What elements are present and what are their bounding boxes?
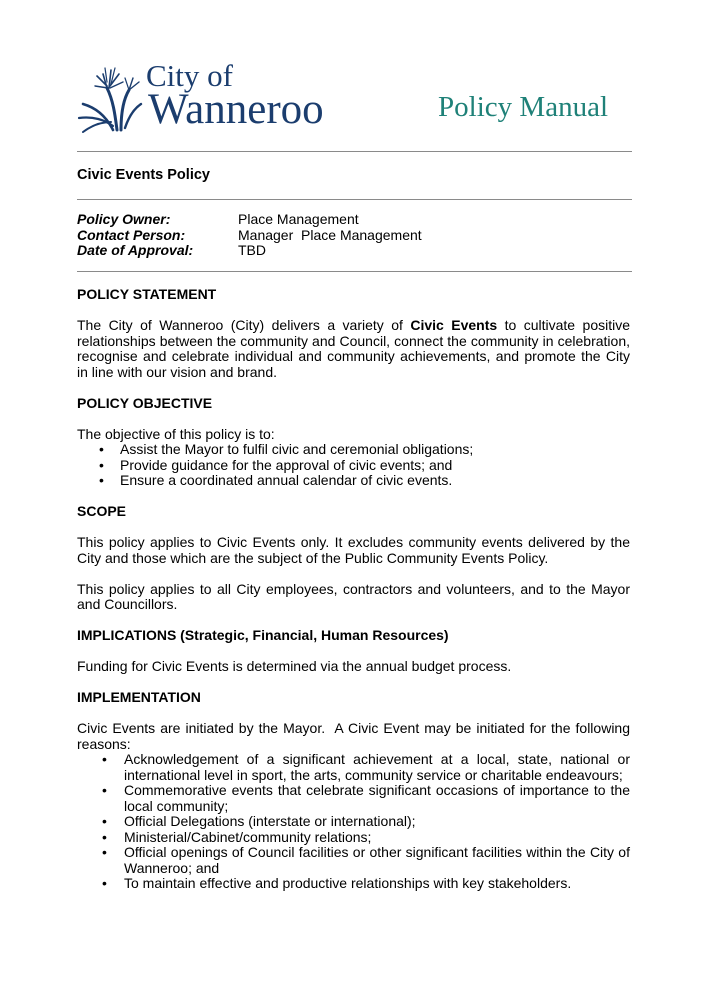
civic-events-bold: Civic Events xyxy=(410,317,498,333)
meta-divider xyxy=(77,271,632,272)
scope-paragraph-1: This policy applies to Civic Events only. It excludes community events delivered by the City and those which are the subject of the Public Community Events Policy. xyxy=(77,534,630,566)
meta-value: Place Management xyxy=(238,211,359,227)
section-heading-statement: POLICY STATEMENT xyxy=(77,286,217,302)
meta-label: Policy Owner: xyxy=(77,211,171,227)
meta-label: Date of Approval: xyxy=(77,242,194,258)
list-item: • Ensure a coordinated annual calendar of civic events. xyxy=(77,473,630,489)
implementation-list xyxy=(77,752,630,892)
meta-value: TBD xyxy=(238,242,266,258)
section-heading-scope: SCOPE xyxy=(77,503,127,519)
section-heading-implementation: IMPLEMENTATION xyxy=(77,689,201,705)
list-item: • Official openings of Council facilities or other significant facilities within the City of Wanneroo; and xyxy=(77,845,630,876)
meta-value: Manager Place Management xyxy=(238,226,422,243)
title-divider xyxy=(77,199,632,200)
section-heading-implications: IMPLICATIONS (Strategic, Financial, Human Resources) xyxy=(77,627,449,643)
policy-metadata xyxy=(77,212,422,259)
scope-paragraph-2: This policy applies to all City employees, contractors and volunteers, and to the Mayor and Councillors. xyxy=(77,580,630,612)
logo-wanneroo: Wanneroo xyxy=(148,86,324,133)
statement-paragraph xyxy=(77,318,630,380)
objective-intro: The objective of this policy is to: xyxy=(77,425,275,442)
implications-paragraph: Funding for Civic Events is determined via the annual budget process. xyxy=(77,658,512,674)
header-divider xyxy=(77,151,632,152)
document-title: Civic Events Policy xyxy=(77,167,210,183)
document-header xyxy=(77,58,632,140)
statement-text-end: to cultivate positive relationships between the community and Council, connect the community in celebration, recognise and celebrate individual and community achievements, and promote the City in line with our vision and brand. xyxy=(77,317,631,380)
meta-row-approval xyxy=(77,243,422,259)
meta-label: Contact Person: xyxy=(77,226,186,243)
grass-tree-logo-icon xyxy=(77,64,143,134)
statement-text-start: The City of Wanneroo (City) delivers a variety of xyxy=(77,317,411,333)
meta-row-owner xyxy=(77,212,422,228)
list-item: • Official Delegations (interstate or international); xyxy=(77,814,630,830)
objective-list xyxy=(77,442,630,489)
section-heading-objective: POLICY OBJECTIVE xyxy=(77,394,213,411)
policy-manual-title: Policy Manual xyxy=(438,91,608,123)
list-item: • Acknowledgement of a significant achievement at a local, state, national or international level in sport, the arts, community service or charitable endeavours; xyxy=(77,752,630,783)
list-item: • Ministerial/Cabinet/community relations; xyxy=(77,830,630,846)
logo-city-of: City of xyxy=(146,58,233,93)
policy-body xyxy=(77,286,634,907)
meta-row-contact xyxy=(77,228,422,244)
list-item: • To maintain effective and productive relationships with key stakeholders. xyxy=(77,876,630,892)
implementation-intro: Civic Events are initiated by the Mayor. A Civic Event may be initiated for the following reasons: xyxy=(77,720,634,752)
list-item: • Provide guidance for the approval of civic events; and xyxy=(77,458,630,474)
list-item: • Commemorative events that celebrate significant occasions of importance to the local community; xyxy=(77,783,630,814)
list-item: • Assist the Mayor to fulfil civic and ceremonial obligations; xyxy=(77,442,630,458)
city-of-wanneroo-logo xyxy=(77,58,327,136)
